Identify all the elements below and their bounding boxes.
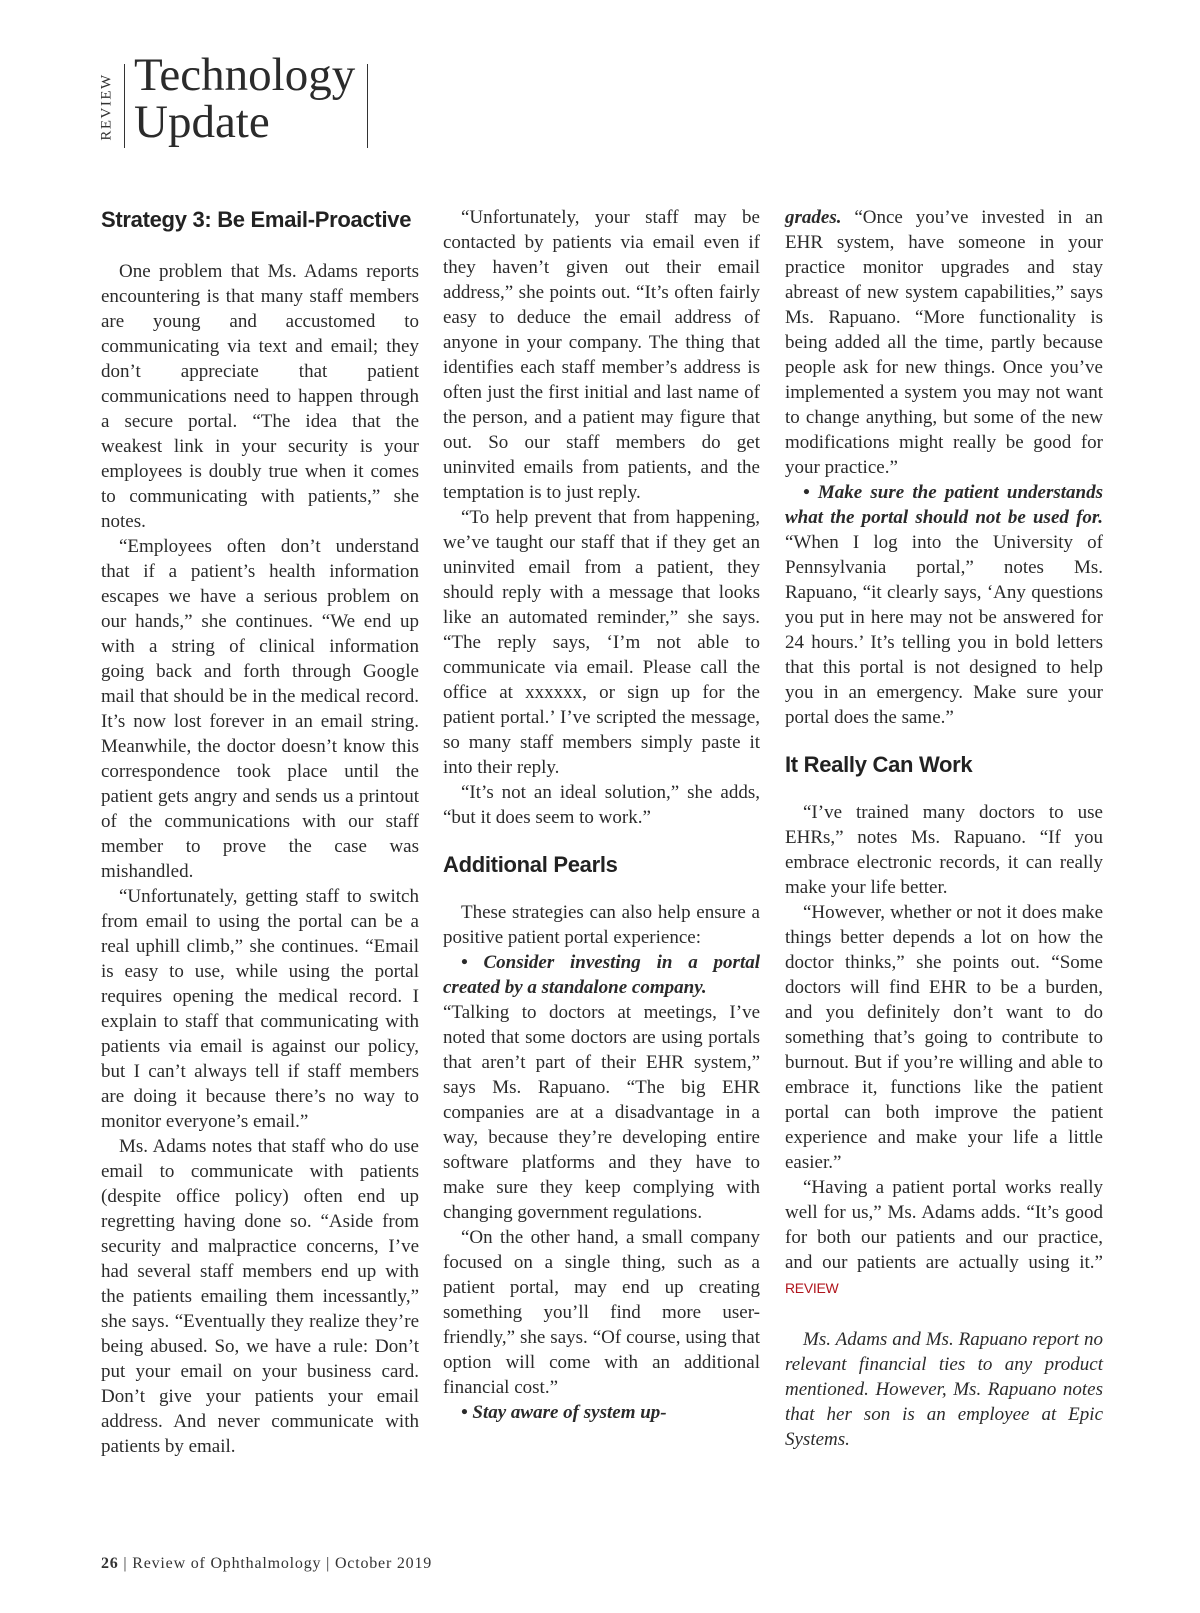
- paragraph: “I’ve trained many doctors to use EHRs,” notes Ms. Rapuano. “If you embrace electronic records, it can really make your life better.: [785, 802, 1103, 898]
- section-title-line1: Technology: [134, 49, 356, 101]
- header-divider-left: [124, 64, 125, 148]
- paragraph: [785, 1175, 1103, 1301]
- publication-name: Review of Ophthalmology: [132, 1555, 322, 1572]
- page-footer: [101, 1555, 432, 1573]
- paragraph: Ms. Adams notes that staff who do use email to communicate with patients (despite office policy) often end up regretting having done so. “Aside from security and malpractice concerns, I’ve had several staff members end up with the patients emailing them incessantly,” she says. “Eventually they realize they’re being abused. So, we have a rule: Don’t put your email on your business card. Don’t give your patients your email address. And never communicate with patients by email.: [101, 1136, 419, 1457]
- bullet-text: “When I log into the University of Pennsylvania portal,” notes Ms. Rapuano, “it clearly says, ‘Any questions you put in here may not be answered for 24 hours.’ It’s telling you in bold letters that this portal is not designed to help you in an emergency. Make sure your portal does the same.”: [785, 532, 1103, 728]
- bullet-paragraph: [785, 480, 1103, 730]
- paragraph: “Unfortunately, your staff may be contacted by patients via email even if they haven’t given out their email address,” she points out. “It’s often fairly easy to deduce the email address of anyone in your company. The thing that identifies each staff member’s address is often just the first initial and last name of the person, and a patient may figure that out. So our staff members do get uninvited emails from patients, and the temptation is to just reply.: [443, 207, 760, 503]
- bullet-paragraph: [785, 205, 1103, 480]
- bullet-lead: • Stay aware of system up-: [461, 1402, 667, 1423]
- disclosure-note: Ms. Adams and Ms. Rapuano report no relevant financial ties to any product mentioned. However, Ms. Rapuano notes that her son is an employee at Epic Systems.: [785, 1329, 1103, 1450]
- review-tag-text: REVIEW: [98, 73, 115, 141]
- paragraph: “Talking to doctors at meetings, I’ve noted that some doctors are using portals that aren’t part of their EHR system,” says Ms. Rapuano. “The big EHR companies are at a disadvantage in a way, because they’re developing entire software platforms and they have to make sure they keep complying with changing government regulations.: [443, 1002, 760, 1223]
- bullet-lead: grades.: [785, 207, 842, 228]
- bullet-lead: • Make sure the patient understands what the portal should not be used for.: [785, 482, 1103, 528]
- paragraph: “Unfortunately, getting staff to switch from email to using the portal can be a real uphill climb,” she continues. “Email is easy to use, while using the portal requires opening the medical record. I explain to staff that communicating with patients via email is against our policy, but I can’t always tell if staff members are doing it because there’s no way to monitor everyone’s email.”: [101, 886, 419, 1132]
- bullet-paragraph: [443, 950, 760, 1000]
- issue-date: October 2019: [334, 1555, 433, 1572]
- subheading-it-really-can-work: It Really Can Work: [785, 752, 973, 777]
- bullet-text: “Once you’ve invested in an EHR system, have someone in your practice monitor upgrades and stay abreast of new system capabilities,” says Ms. Rapuano. “More functionality is being added all the time, partly because people ask for new things. Once you’ve implemented a system you may not want to change anything, but some of the new modifications might really be good for your practice.”: [785, 207, 1104, 478]
- paragraph: “Employees often don’t understand that if a patient’s health information escapes we have a serious problem on our hands,” she continues. “We end up with a string of clinical information going back and forth through Google mail that should be in the medical record. It’s now lost forever in an email string. Meanwhile, the doctor doesn’t know this correspondence took place until the patient gets angry and sends us a printout of the communications with our staff member to prove the case was mishandled.: [101, 536, 419, 882]
- header-divider-right: [367, 64, 368, 148]
- paragraph: “It’s not an ideal solution,” she adds, “but it does seem to work.”: [443, 782, 760, 828]
- paragraph: “However, whether or not it does make things better depends a lot on how the doctor thinks,” she points out. “Some doctors will find EHR to be a burden, and you definitely don’t want to do something that’s going to contribute to burnout. But if you’re willing and able to embrace it, functions like the patient portal can both improve the patient experience and make your life a little easier.”: [785, 902, 1103, 1173]
- section-title-line2: Update: [134, 96, 270, 148]
- bullet-paragraph: [443, 1400, 760, 1425]
- bullet-lead: • Consider investing in a portal created by a standalone company.: [443, 952, 760, 998]
- column-1: [101, 205, 419, 1459]
- paragraph: “To help prevent that from happening, we’ve taught our staff that if they get an uninvited email from a patient, they should reply with a message that looks like an automated reminder,” she says. “The reply says, ‘I’m not able to communicate via email. Please call the office at xxxxxx, or sign up for the patient portal.’ I’ve scripted the message, so many staff members simply paste it into their reply.: [443, 507, 760, 778]
- footer-separator: |: [123, 1555, 128, 1572]
- column-2: [443, 205, 760, 1425]
- section-title: [134, 49, 356, 148]
- subheading-additional-pearls: Additional Pearls: [443, 852, 618, 877]
- review-tag: [96, 64, 118, 150]
- paragraph-text: “Having a patient portal works really well for us,” Ms. Adams adds. “It’s good for both our patients and our practice, and our patients are actually using it.”: [785, 1177, 1103, 1273]
- column-3: [785, 205, 1103, 1452]
- page-number: 26: [101, 1555, 119, 1572]
- paragraph: “On the other hand, a small company focused on a single thing, such as a patient portal, may end up creating something you’ll find more user-friendly,” she says. “Of course, using that option will come with an additional financial cost.”: [443, 1227, 760, 1398]
- paragraph: These strategies can also help ensure a positive patient portal experience:: [443, 902, 760, 948]
- footer-separator: |: [326, 1555, 331, 1572]
- end-mark: REVIEW: [785, 1280, 839, 1296]
- paragraph: One problem that Ms. Adams reports encountering is that many staff members are young and accustomed to communicating via text and email; they don’t appreciate that patient communications need to happen through a secure portal. “The idea that the weakest link in your security is your employees is doubly true when it comes to communicating with patients,” she notes.: [101, 261, 419, 532]
- subheading-strategy-3: Strategy 3: Be Email-Proactive: [101, 207, 412, 232]
